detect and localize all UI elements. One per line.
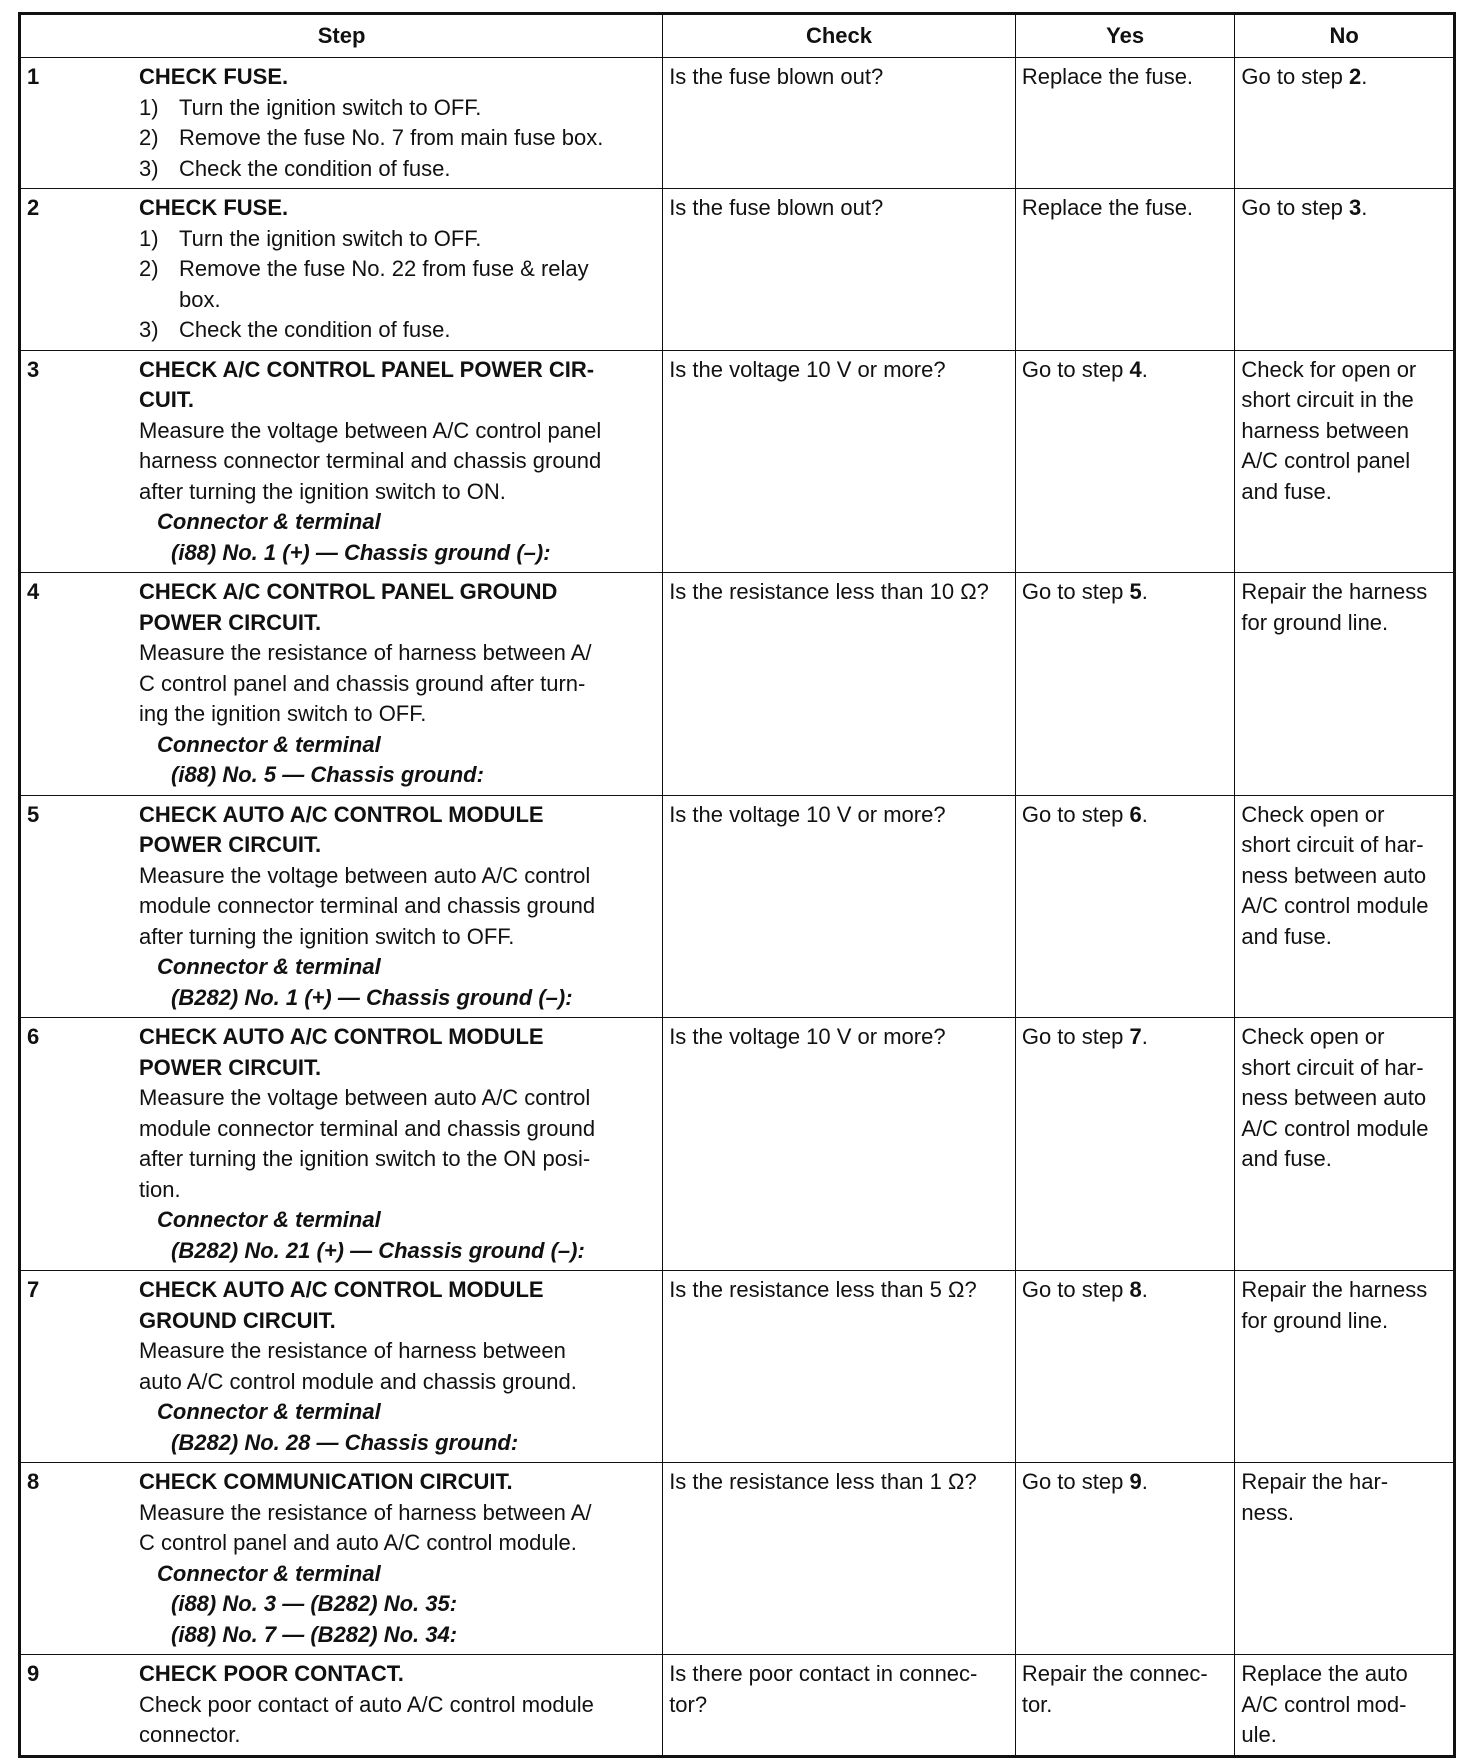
yes-action <box>1022 577 1230 608</box>
terminal-spec: (i88) No. 7 — (B282) No. 34: <box>171 1621 458 1647</box>
step-description-line: C control panel and auto A/C control module. <box>139 1530 577 1555</box>
check-cell <box>663 795 1016 1018</box>
no-cell <box>1235 795 1455 1018</box>
yes-action <box>1022 193 1230 224</box>
step-body <box>139 1275 657 1458</box>
step-description-line: Measure the voltage between A/C control panel <box>139 417 602 443</box>
step-title: CHECK FUSE. <box>139 64 289 89</box>
check-cell <box>663 1463 1016 1655</box>
yes-action <box>1022 62 1230 93</box>
table-row <box>20 1271 1455 1463</box>
check-text: Is the fuse blown out? <box>669 195 884 220</box>
substep <box>139 285 657 316</box>
table-body <box>20 58 1455 1757</box>
substep-text: Remove the fuse No. 7 from main fuse box. <box>179 125 604 150</box>
substep-text: Remove the fuse No. 22 from fuse & relay <box>179 256 589 281</box>
step-content <box>27 355 657 569</box>
step-description-line: ing the ignition switch to OFF. <box>139 701 427 726</box>
no-text: Repair the har- <box>1241 1469 1389 1494</box>
yes-cell <box>1015 58 1235 189</box>
step-cell <box>20 1655 663 1757</box>
substep-text: Turn the ignition switch to OFF. <box>179 225 482 251</box>
diagnostic-table <box>18 12 1456 1758</box>
substep <box>139 224 657 255</box>
step-number: 1 <box>27 64 40 89</box>
yes-cell <box>1015 795 1235 1018</box>
yes-suffix: . <box>1141 1469 1148 1494</box>
yes-text: Go to step <box>1021 801 1124 827</box>
yes-action <box>1022 355 1230 386</box>
no-text: short circuit of har- <box>1241 1054 1424 1080</box>
step-title-line: CHECK AUTO A/C CONTROL MODULE <box>139 1277 544 1302</box>
no-text: Replace the auto <box>1241 1661 1408 1686</box>
yes-suffix: . <box>1141 801 1148 827</box>
no-cell <box>1235 573 1455 796</box>
yes-cell <box>1015 1018 1235 1271</box>
step-title: CHECK FUSE. <box>139 195 289 220</box>
substep-index: 1) <box>139 94 159 120</box>
substep <box>139 154 657 185</box>
no-step-ref: 2 <box>1349 64 1362 89</box>
step-body <box>139 62 657 184</box>
step-number: 6 <box>27 1024 40 1049</box>
yes-step-ref: 8 <box>1129 1277 1142 1302</box>
table-row <box>20 189 1455 351</box>
check-cell <box>663 1271 1016 1463</box>
yes-suffix: . <box>1141 356 1148 382</box>
check-text: Is the resistance less than 10 Ω? <box>669 579 989 604</box>
step-title-line: CHECK AUTO A/C CONTROL MODULE <box>139 801 544 827</box>
no-text: A/C control panel <box>1241 448 1411 473</box>
no-text: for ground line. <box>1241 1307 1389 1333</box>
no-action <box>1241 193 1448 224</box>
no-cell <box>1235 1463 1455 1655</box>
check-text: Is the voltage 10 V or more? <box>669 356 946 382</box>
step-description-line: module connector terminal and chassis ground <box>139 893 596 918</box>
yes-text: Go to step <box>1021 579 1124 604</box>
check-cell <box>663 350 1016 573</box>
no-text: and fuse. <box>1241 1146 1332 1171</box>
step-body <box>139 193 657 346</box>
substep-index: 1) <box>139 225 159 251</box>
step-description-line: Measure the voltage between auto A/C control <box>139 862 591 888</box>
no-text: ness between auto <box>1241 862 1427 888</box>
step-number: 8 <box>27 1469 40 1494</box>
yes-cell <box>1015 1271 1235 1463</box>
check-cell <box>663 1655 1016 1757</box>
step-body <box>139 577 657 791</box>
substep-text: Turn the ignition switch to OFF. <box>179 94 482 120</box>
terminal-spec: (B282) No. 21 (+) — Chassis ground (–): <box>171 1237 585 1263</box>
yes-action <box>1022 800 1230 831</box>
yes-text: Repair the connec- <box>1021 1661 1208 1686</box>
header-no: No <box>1235 14 1455 58</box>
no-action <box>1241 62 1448 93</box>
yes-action <box>1022 1275 1230 1306</box>
yes-text: Replace the fuse. <box>1021 64 1194 89</box>
substep-index: 2) <box>139 125 159 150</box>
no-text: Check open or <box>1241 1024 1385 1049</box>
step-cell <box>20 573 663 796</box>
check-text: Is the voltage 10 V or more? <box>669 1024 946 1049</box>
step-body <box>139 1467 657 1650</box>
step-description-line: module connector terminal and chassis ground <box>139 1115 596 1141</box>
step-description-line: harness connector terminal and chassis ground <box>139 448 602 473</box>
step-body <box>139 1022 657 1266</box>
step-title-line: CHECK A/C CONTROL PANEL POWER CIR- <box>139 356 595 382</box>
yes-action <box>1022 1022 1230 1053</box>
yes-cell <box>1015 189 1235 351</box>
table-row <box>20 573 1455 796</box>
substep-index: 3) <box>139 317 159 342</box>
connector-label: Connector & terminal <box>157 731 381 757</box>
step-cell <box>20 58 663 189</box>
connector-label: Connector & terminal <box>157 1399 381 1424</box>
check-cell <box>663 1018 1016 1271</box>
check-text: Is the resistance less than 5 Ω? <box>669 1277 977 1302</box>
check-cell <box>663 189 1016 351</box>
no-text: and fuse. <box>1241 923 1332 949</box>
no-text: harness between <box>1241 417 1409 443</box>
no-text: Check for open or <box>1241 356 1417 382</box>
connector-label: Connector & terminal <box>157 1207 381 1232</box>
step-cell <box>20 795 663 1018</box>
check-text: Is there poor contact in connec- <box>669 1661 978 1686</box>
substep-index: 2) <box>139 256 159 281</box>
connector-label: Connector & terminal <box>157 509 381 534</box>
step-description-line: after turning the ignition switch to OFF. <box>139 923 515 949</box>
step-content <box>27 62 657 184</box>
step-description-line: Measure the resistance of harness between A/ <box>139 640 592 665</box>
step-number: 5 <box>27 801 40 827</box>
step-number: 9 <box>27 1661 40 1686</box>
step-description-line: after turning the ignition switch to ON. <box>139 478 506 504</box>
check-cell <box>663 58 1016 189</box>
no-cell <box>1235 350 1455 573</box>
yes-cell <box>1015 1655 1235 1757</box>
step-body <box>139 355 657 569</box>
yes-suffix: . <box>1141 1024 1148 1049</box>
step-number: 4 <box>27 579 40 604</box>
step-content <box>27 1275 657 1458</box>
no-text: Check open or <box>1241 801 1385 827</box>
connector-label: Connector & terminal <box>157 954 381 979</box>
step-content <box>27 1022 657 1266</box>
troubleshooting-sheet <box>18 12 1456 1758</box>
yes-step-ref: 7 <box>1129 1024 1142 1049</box>
step-title-line: POWER CIRCUIT. <box>139 1054 322 1080</box>
table-row <box>20 58 1455 189</box>
no-text: A/C control module <box>1241 893 1429 918</box>
substep <box>139 93 657 124</box>
check-text: Is the fuse blown out? <box>669 64 884 89</box>
header-check: Check <box>663 14 1016 58</box>
no-text: short circuit of har- <box>1241 832 1424 857</box>
step-cell <box>20 1463 663 1655</box>
no-step-ref: 3 <box>1349 195 1362 220</box>
yes-text: Go to step <box>1021 1469 1124 1494</box>
connector-label: Connector & terminal <box>157 1560 381 1586</box>
no-cell <box>1235 58 1455 189</box>
yes-step-ref: 6 <box>1129 801 1142 827</box>
no-text: and fuse. <box>1241 478 1332 504</box>
step-title-line: POWER CIRCUIT. <box>139 832 322 857</box>
step-body <box>139 1659 657 1751</box>
terminal-spec: (i88) No. 1 (+) — Chassis ground (–): <box>171 539 551 565</box>
check-text: Is the resistance less than 1 Ω? <box>669 1469 977 1494</box>
step-description-line: tion. <box>139 1176 181 1202</box>
no-text: A/C control module <box>1241 1115 1429 1141</box>
no-text: ness. <box>1241 1499 1294 1525</box>
step-description-line: C control panel and chassis ground after turn- <box>139 670 586 696</box>
step-title-line: CUIT. <box>139 387 194 412</box>
terminal-spec: (i88) No. 5 — Chassis ground: <box>171 762 484 787</box>
yes-suffix: . <box>1141 1277 1148 1302</box>
table-row <box>20 1655 1455 1757</box>
no-text: ule. <box>1241 1722 1277 1747</box>
step-description-line: Measure the voltage between auto A/C control <box>139 1085 591 1110</box>
no-suffix: . <box>1361 195 1368 220</box>
step-title-line: CHECK A/C CONTROL PANEL GROUND <box>139 579 558 604</box>
step-number: 7 <box>27 1277 40 1302</box>
no-text: short circuit in the <box>1241 387 1414 412</box>
step-number: 2 <box>27 195 40 220</box>
yes-text: Go to step <box>1021 1024 1124 1049</box>
no-text: for ground line. <box>1241 609 1389 635</box>
step-content <box>27 193 657 346</box>
table-row <box>20 795 1455 1018</box>
no-text: Go to step <box>1241 195 1343 220</box>
substep-index: 3) <box>139 155 159 181</box>
check-cell <box>663 573 1016 796</box>
step-description-line: Check poor contact of auto A/C control module <box>139 1691 594 1717</box>
step-cell <box>20 1018 663 1271</box>
terminal-spec: (i88) No. 3 — (B282) No. 35: <box>171 1591 458 1616</box>
no-cell <box>1235 1271 1455 1463</box>
step-cell <box>20 189 663 351</box>
yes-text: Go to step <box>1021 1277 1124 1302</box>
yes-cell <box>1015 350 1235 573</box>
terminal-spec: (B282) No. 1 (+) — Chassis ground (–): <box>171 984 573 1010</box>
substep-text: Check the condition of fuse. <box>179 155 451 181</box>
step-content <box>27 577 657 791</box>
step-title-line: CHECK POOR CONTACT. <box>139 1661 404 1686</box>
yes-cell <box>1015 573 1235 796</box>
step-description-line: auto A/C control module and chassis ground. <box>139 1368 577 1394</box>
no-cell <box>1235 1655 1455 1757</box>
yes-text: Go to step <box>1021 356 1124 382</box>
table-row <box>20 1463 1455 1655</box>
substep <box>139 315 657 346</box>
table-row <box>20 1018 1455 1271</box>
step-title-line: POWER CIRCUIT. <box>139 609 322 635</box>
no-text: ness between auto <box>1241 1085 1427 1110</box>
step-title-line: GROUND CIRCUIT. <box>139 1307 336 1333</box>
step-title-line: CHECK COMMUNICATION CIRCUIT. <box>139 1469 513 1494</box>
substep <box>139 123 657 154</box>
yes-text: Replace the fuse. <box>1021 195 1194 220</box>
step-content <box>27 1659 657 1751</box>
step-description-line: connector. <box>139 1722 241 1747</box>
step-description-line: Measure the resistance of harness between <box>139 1338 566 1363</box>
yes-step-ref: 4 <box>1129 356 1142 382</box>
no-cell <box>1235 189 1455 351</box>
no-cell <box>1235 1018 1455 1271</box>
no-text: Repair the harness <box>1241 579 1428 604</box>
yes-text: tor. <box>1021 1691 1053 1717</box>
no-text: Go to step <box>1241 64 1343 89</box>
step-description-line: after turning the ignition switch to the ON posi- <box>139 1146 591 1171</box>
check-text: Is the voltage 10 V or more? <box>669 801 946 827</box>
step-content <box>27 800 657 1014</box>
substep <box>139 254 657 285</box>
step-title-line: CHECK AUTO A/C CONTROL MODULE <box>139 1024 544 1049</box>
yes-cell <box>1015 1463 1235 1655</box>
step-cell <box>20 350 663 573</box>
substep-text: box. <box>179 286 221 312</box>
step-description-line: Measure the resistance of harness between A/ <box>139 1499 592 1525</box>
no-text: A/C control mod- <box>1241 1691 1407 1717</box>
yes-suffix: . <box>1141 579 1148 604</box>
step-number: 3 <box>27 356 40 382</box>
check-text: tor? <box>669 1691 708 1717</box>
header-yes: Yes <box>1015 14 1235 58</box>
step-content <box>27 1467 657 1650</box>
substep-text: Check the condition of fuse. <box>179 317 451 342</box>
header-step: Step <box>20 14 663 58</box>
step-cell <box>20 1271 663 1463</box>
terminal-spec: (B282) No. 28 — Chassis ground: <box>171 1429 519 1455</box>
header-row <box>20 14 1455 58</box>
no-suffix: . <box>1361 64 1368 89</box>
table-row <box>20 350 1455 573</box>
yes-action <box>1022 1467 1230 1498</box>
no-text: Repair the harness <box>1241 1277 1428 1302</box>
step-body <box>139 800 657 1014</box>
yes-step-ref: 5 <box>1129 579 1142 604</box>
yes-step-ref: 9 <box>1129 1469 1142 1494</box>
